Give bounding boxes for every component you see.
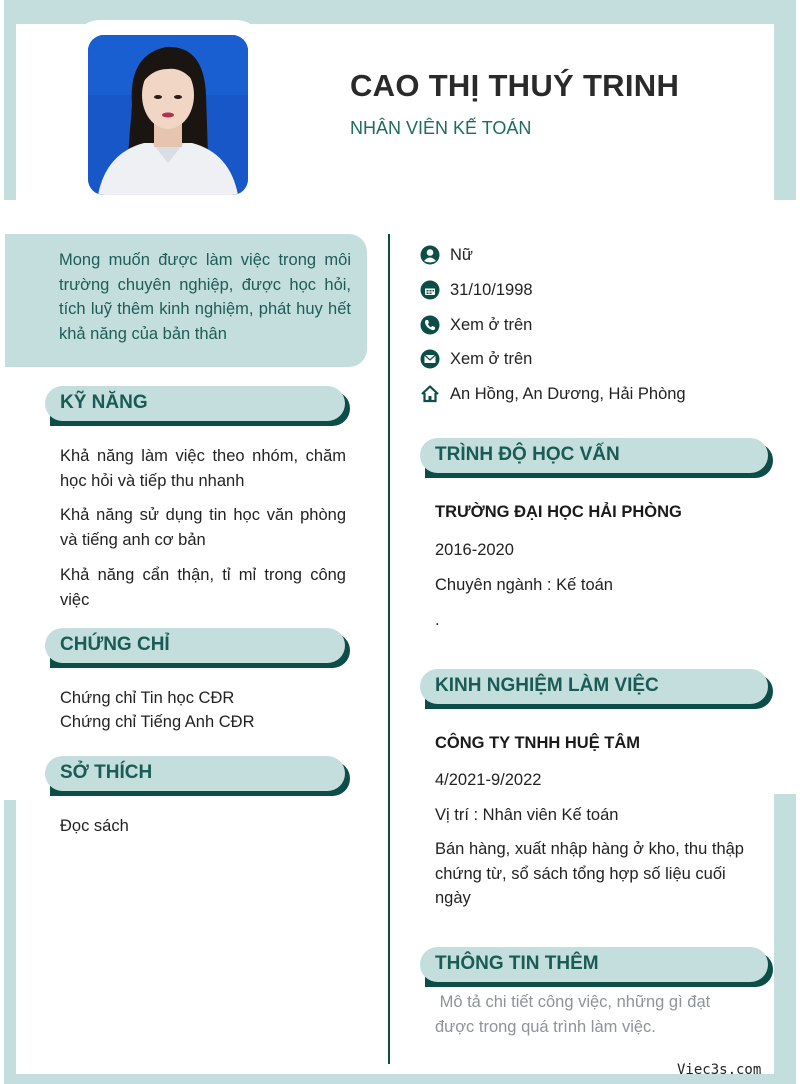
candidate-name: CAO THỊ THUÝ TRINH xyxy=(350,68,680,103)
contact-gender-text: Nữ xyxy=(450,245,473,264)
job-title: NHÂN VIÊN KẾ TOÁN xyxy=(350,118,532,138)
certificate-item: Chứng chỉ Tiếng Anh CĐR xyxy=(60,713,255,731)
school-name: TRƯỜNG ĐẠI HỌC HẢI PHÒNG xyxy=(435,503,682,521)
certificate-item: Chứng chỉ Tin học CĐR xyxy=(60,689,235,707)
section-title: THÔNG TIN THÊM xyxy=(435,953,599,974)
section-education-header xyxy=(420,438,768,473)
column-divider xyxy=(388,234,390,1064)
objective-box xyxy=(5,234,367,367)
section-title: KỸ NĂNG xyxy=(60,392,148,413)
contact-email-text: Xem ở trên xyxy=(450,349,533,368)
section-title: TRÌNH ĐỘ HỌC VẤN xyxy=(435,444,620,465)
watermark: Viec3s.com xyxy=(677,1062,762,1078)
section-certificates-header xyxy=(45,628,345,663)
user-icon xyxy=(420,245,440,265)
section-title: CHỨNG CHỈ xyxy=(60,634,170,655)
additional-text: Mô tả chi tiết công việc, những gì đạt được trong quá trình làm việc. xyxy=(435,993,715,1036)
section-additional-header xyxy=(420,947,768,982)
experience-description: Bán hàng, xuất nhập hàng ở kho, thu thập chứng từ, sổ sách tổng hợp số liệu cuối ngày xyxy=(435,840,744,907)
experience-period: 4/2021-9/2022 xyxy=(435,771,542,789)
contact-email xyxy=(420,348,532,370)
hobby-item: Đọc sách xyxy=(60,817,129,835)
contact-gender xyxy=(420,244,473,266)
contact-phone xyxy=(420,314,532,336)
skill-item: Khả năng cẩn thận, tỉ mỉ trong công việc xyxy=(60,566,346,609)
section-hobbies-header xyxy=(45,756,345,791)
section-title: SỞ THÍCH xyxy=(60,762,153,783)
avatar xyxy=(88,35,248,195)
section-experience-header xyxy=(420,669,768,704)
skill-item: Khả năng làm việc theo nhóm, chăm học hỏi và tiếp thu nhanh xyxy=(60,447,346,490)
education-major: Chuyên ngành : Kế toán xyxy=(435,576,613,594)
contact-phone-text: Xem ở trên xyxy=(450,315,533,334)
home-icon xyxy=(420,384,440,404)
contact-address-text: An Hồng, An Dương, Hải Phòng xyxy=(450,384,686,403)
objective-text: Mong muốn được làm việc trong môi trường chuyên nghiệp, được học hỏi, tích luỹ thêm kinh nghiệm, phát huy hết khả năng của bản thân xyxy=(59,251,351,343)
corner-cut xyxy=(32,168,72,200)
mail-icon xyxy=(420,349,440,369)
section-title: KINH NGHIỆM LÀM VIỆC xyxy=(435,675,659,696)
education-note: . xyxy=(435,611,440,629)
experience-position: Vị trí : Nhân viên Kế toán xyxy=(435,806,619,824)
contact-address xyxy=(420,383,686,405)
skill-item: Khả năng sử dụng tin học văn phòng và tiếng anh cơ bản xyxy=(60,506,346,549)
calendar-icon xyxy=(420,280,440,300)
section-skills-header xyxy=(45,386,345,421)
education-period: 2016-2020 xyxy=(435,541,514,559)
phone-icon xyxy=(420,315,440,335)
company-name: CÔNG TY TNHH HUỆ TÂM xyxy=(435,734,641,752)
contact-birthday xyxy=(420,279,533,301)
contact-birthday-text: 31/10/1998 xyxy=(450,280,533,299)
